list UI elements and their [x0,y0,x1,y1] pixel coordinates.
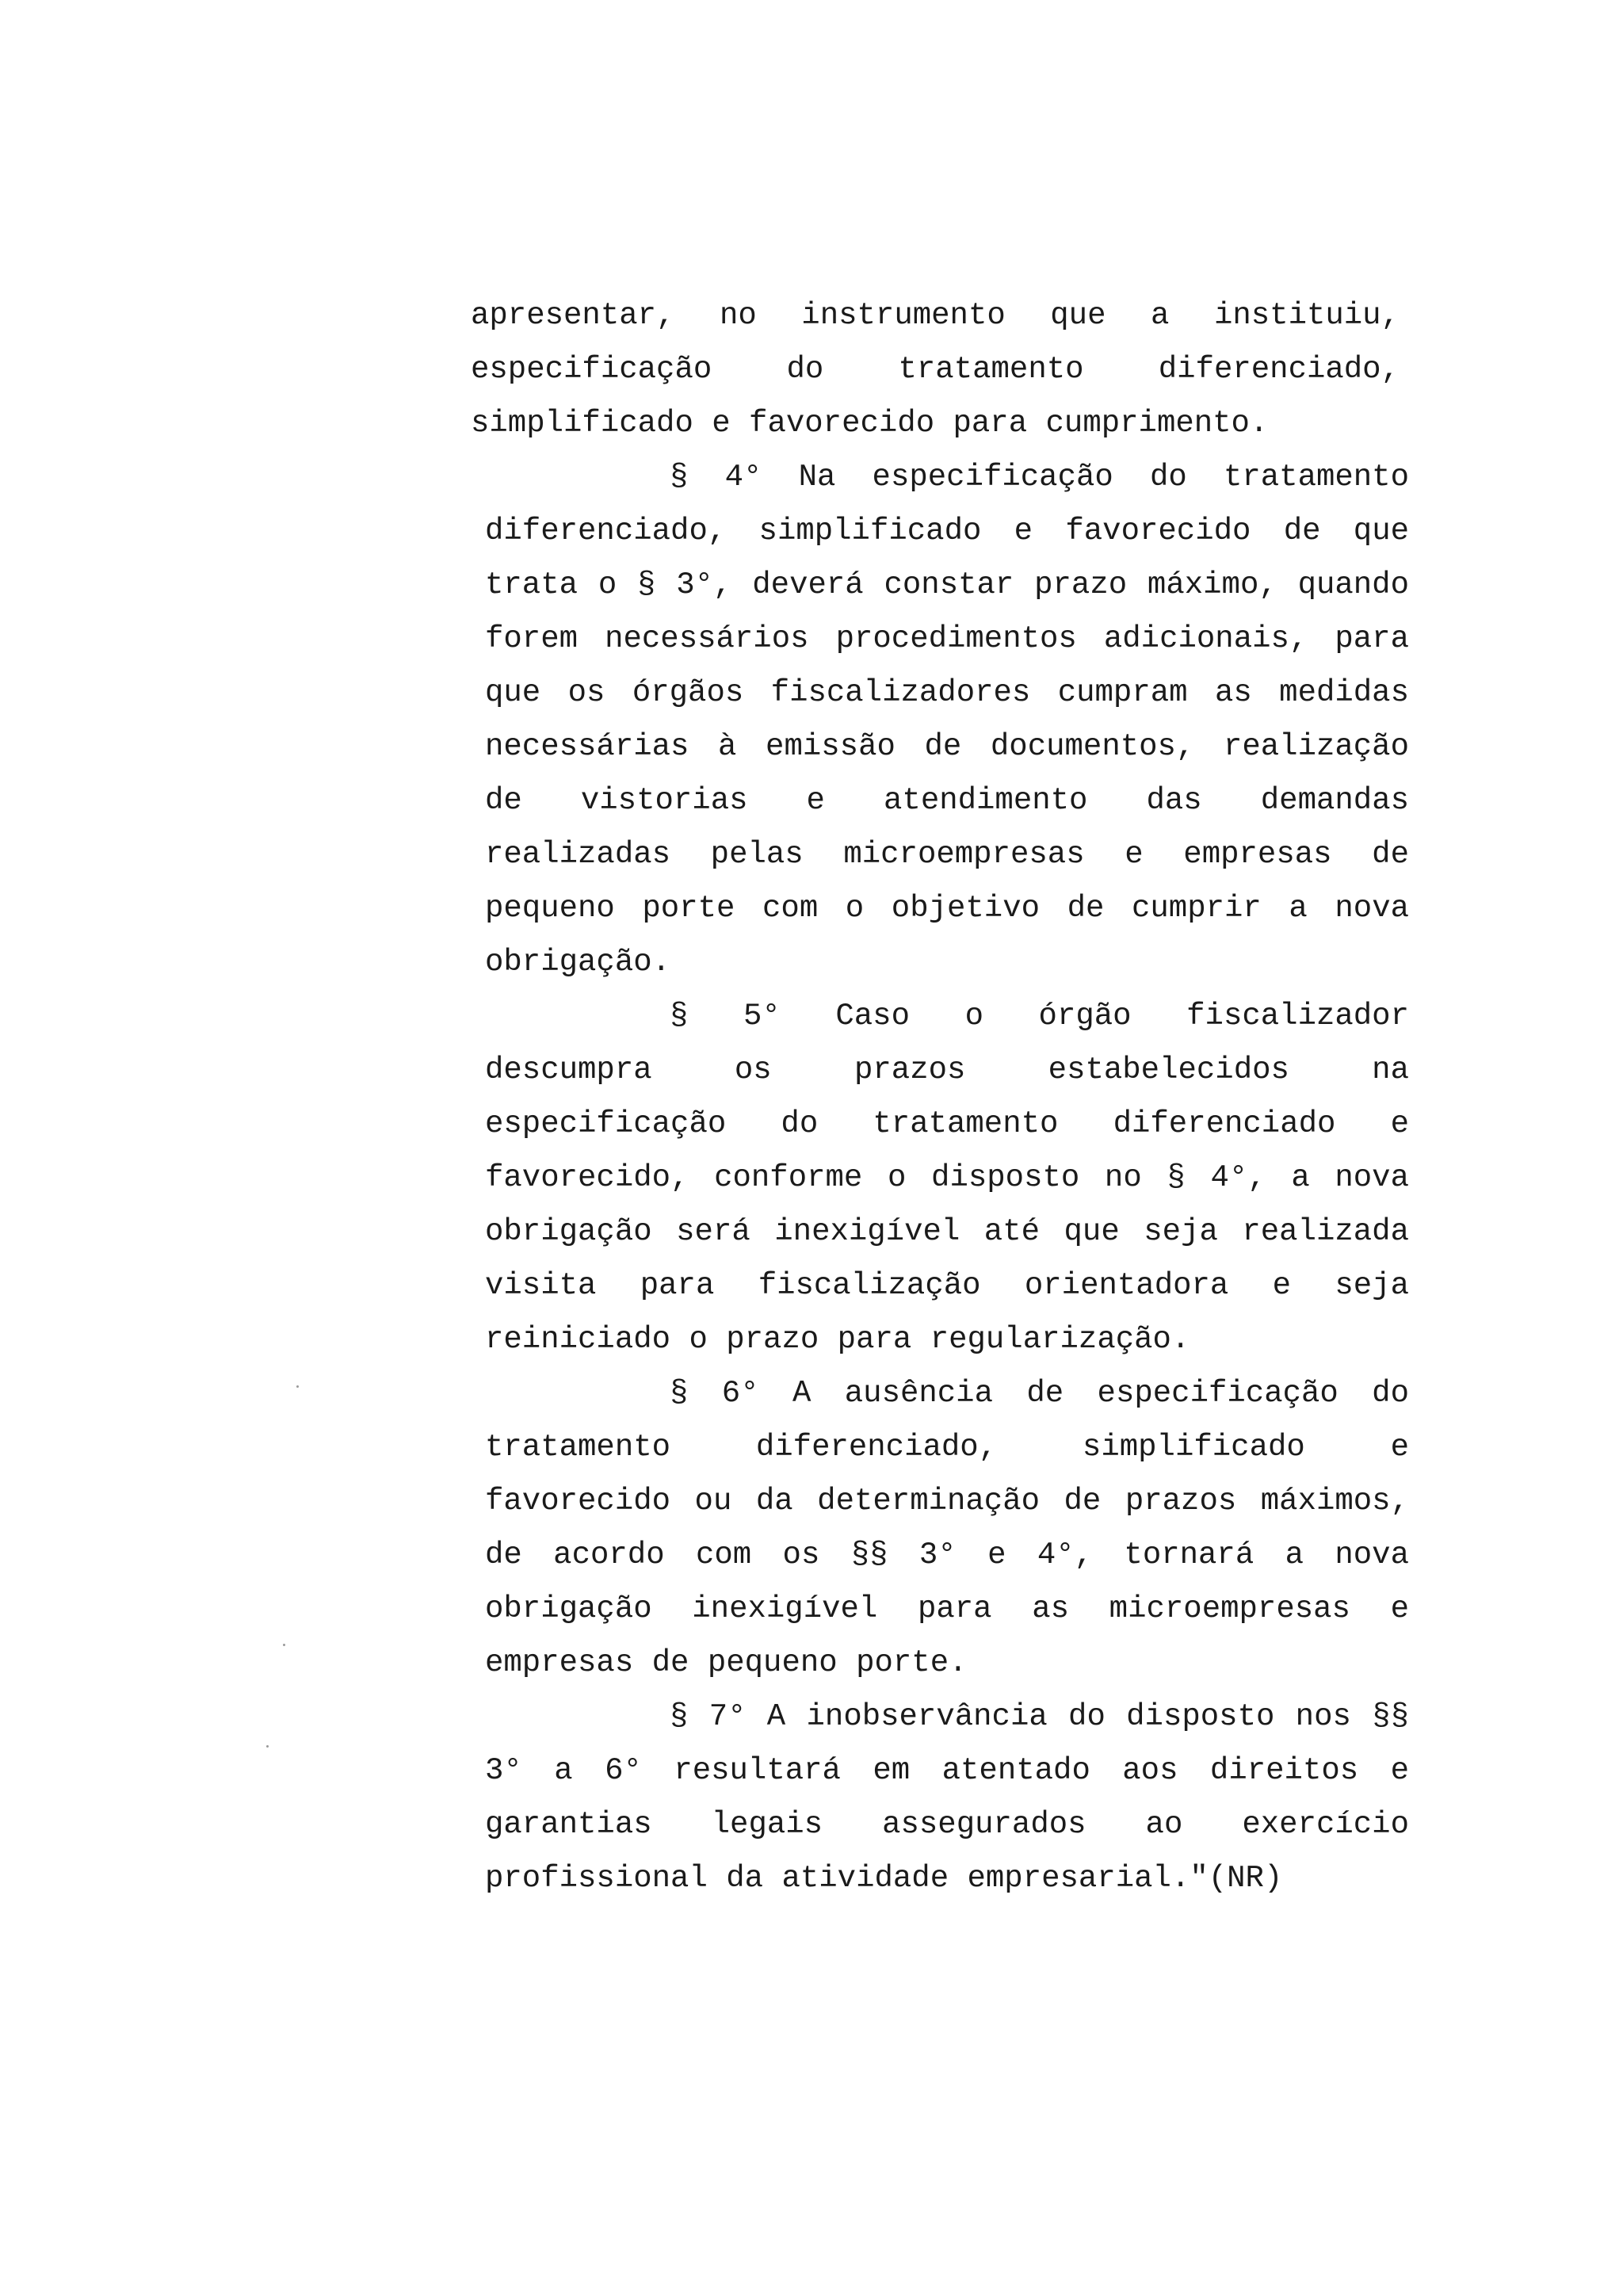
scan-speck [296,1385,299,1388]
paragraph-6: § 6° A ausência de especificação do tratamento diferenciado, simplificado e favorecido ou da determinação de prazos máximos, de acordo com os §§ 3° e 4°, tornará a nova obrigação inexigível para as microempresas e empresas de pequeno porte. [485,1376,1409,1680]
text-column [471,288,1400,450]
scan-speck [283,1644,285,1646]
paragraph-4: § 4° Na especificação do tratamento diferenciado, simplificado e favorecido de que trata o § 3°, deverá constar prazo máximo, quando forem necessários procedimentos adicionais, para que os órgãos fiscalizadores cumpram as medidas necessárias à emissão de documentos, realização de vistorias e atendimento das demandas realizadas pelas microempresas e empresas de pequeno porte com o objetivo de cumprir a nova obrigação. [485,460,1409,980]
text-column-paragraphs [485,450,1409,1905]
continuation-paragraph: apresentar, no instrumento que a instituiu, especificação do tratamento diferenciado, simplificado e favorecido para cumprimento. [471,298,1400,441]
paragraph-7: § 7° A inobservância do disposto nos §§ 3° a 6° resultará em atentado aos direitos e garantias legais assegurados ao exercício profissional da atividade empresarial."(NR) [485,1699,1409,1896]
paragraph-5: § 5° Caso o órgão fiscalizador descumpra os prazos estabelecidos na especificação do tratamento diferenciado e favorecido, conforme o disposto no § 4°, a nova obrigação será inexigível até que seja realizada visita para fiscalização orientadora e seja reiniciado o prazo para regularização. [485,999,1409,1357]
scan-speck [266,1745,269,1748]
